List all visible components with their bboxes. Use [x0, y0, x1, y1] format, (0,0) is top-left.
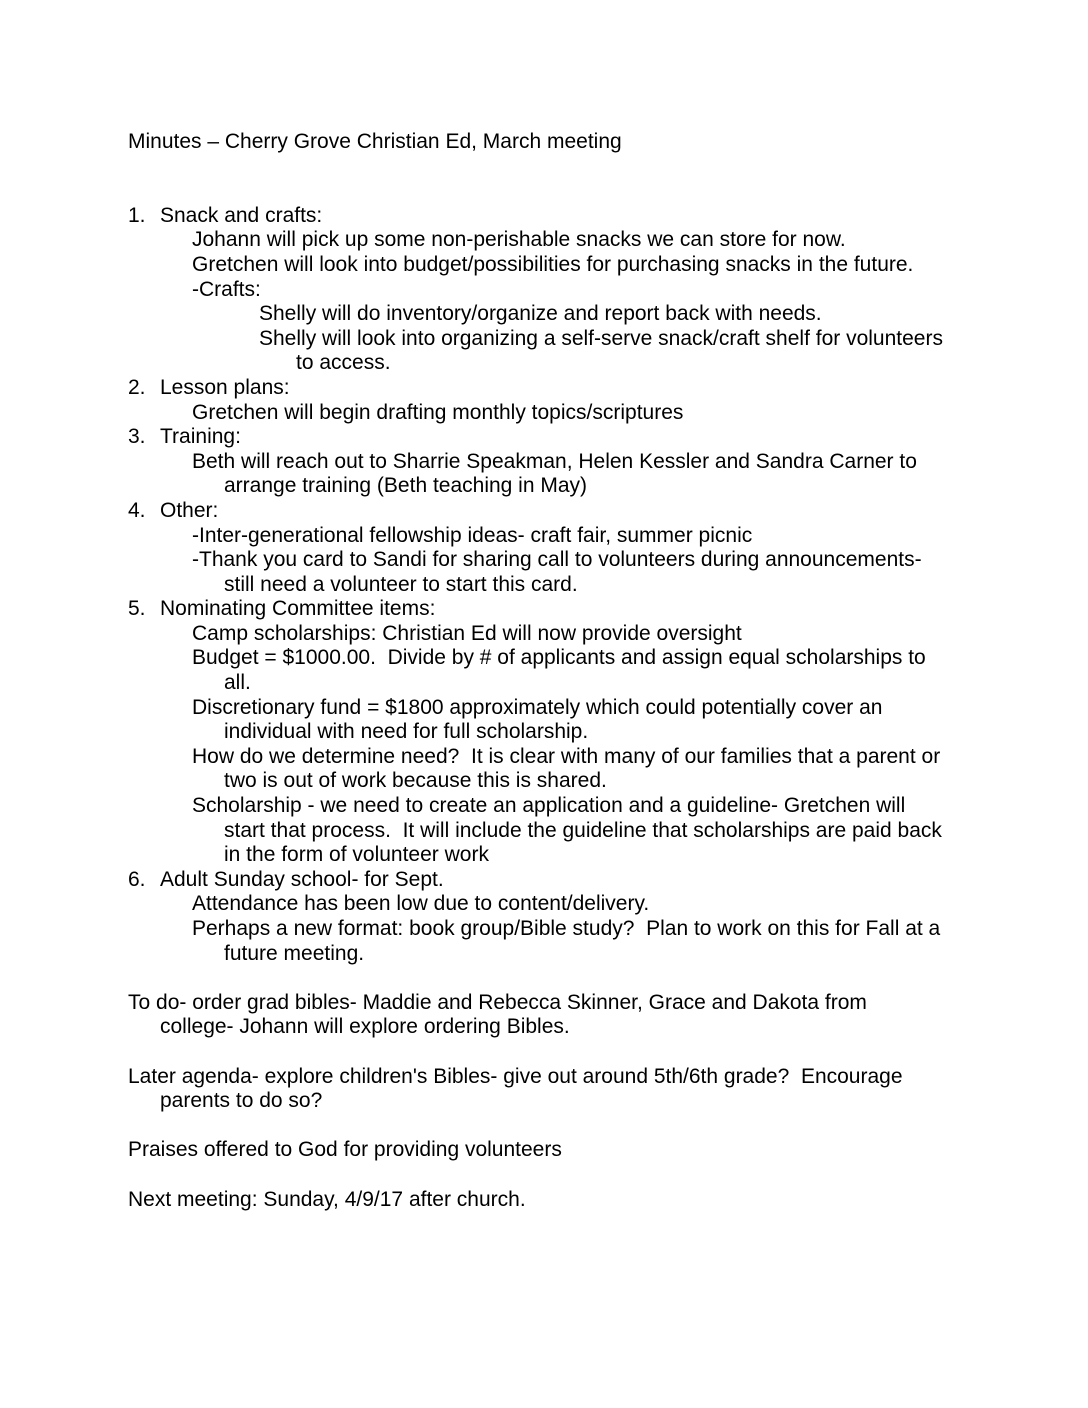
- document-line: [128, 253, 968, 278]
- line-text: individual with need for full scholarship.: [224, 720, 589, 744]
- line-text: Lesson plans:: [160, 375, 290, 399]
- item-number: 1.: [128, 203, 146, 227]
- line-text: Budget = $1000.00. Divide by # of applicants and assign equal scholarships to: [192, 646, 926, 670]
- document-line: [128, 1188, 968, 1213]
- line-text: start that process. It will include the guideline that scholarships are paid back: [224, 818, 942, 842]
- document-line: [128, 1138, 968, 1163]
- line-text: -Inter-generational fellowship ideas- craft fair, summer picnic: [192, 523, 753, 547]
- line-text: to access.: [296, 351, 391, 375]
- numbered-item: [128, 425, 968, 450]
- line-text: -Thank you card to Sandi for sharing call to volunteers during announcements-: [192, 548, 922, 572]
- item-number: 6.: [128, 867, 146, 891]
- document-line: [128, 745, 968, 770]
- line-text: Next meeting: Sunday, 4/9/17 after church.: [128, 1187, 526, 1211]
- document-line: [128, 1015, 968, 1040]
- document-line: [128, 819, 968, 844]
- blank-line: [128, 966, 968, 991]
- numbered-item: [128, 204, 968, 229]
- line-text: still need a volunteer to start this card.: [224, 572, 578, 596]
- document-line: [128, 524, 968, 549]
- document-line: [128, 843, 968, 868]
- line-text: future meeting.: [224, 941, 365, 965]
- line-text: Gretchen will begin drafting monthly topics/scriptures: [192, 400, 684, 424]
- line-text: Shelly will do inventory/organize and report back with needs.: [259, 302, 822, 326]
- numbered-item: [128, 499, 968, 524]
- item-number: 3.: [128, 425, 146, 449]
- document-line: [128, 917, 968, 942]
- blank-line: [128, 1163, 968, 1188]
- line-text: Gretchen will look into budget/possibilities for purchasing snacks in the future.: [192, 252, 914, 276]
- numbered-item: [128, 597, 968, 622]
- blank-line: [128, 1040, 968, 1065]
- line-text: Johann will pick up some non-perishable snacks we can store for now.: [192, 228, 846, 252]
- line-text: Attendance has been low due to content/delivery.: [192, 892, 650, 916]
- document-line: [128, 991, 968, 1016]
- line-text: -Crafts:: [192, 277, 261, 301]
- document-line: [128, 622, 968, 647]
- document-line: [128, 228, 968, 253]
- document-line: [128, 1089, 968, 1114]
- document-line: [128, 892, 968, 917]
- line-text: Camp scholarships: Christian Ed will now provide oversight: [192, 621, 742, 645]
- document-line: [128, 450, 968, 475]
- line-text: Discretionary fund = $1800 approximately which could potentially cover an: [192, 695, 883, 719]
- document-line: [128, 327, 968, 352]
- line-text: college- Johann will explore ordering Bibles.: [160, 1015, 570, 1039]
- document-line: [128, 401, 968, 426]
- document-line: [128, 671, 968, 696]
- document-line: [128, 278, 968, 303]
- line-text: Perhaps a new format: book group/Bible study? Plan to work on this for Fall at a: [192, 917, 941, 940]
- line-text: Training:: [160, 425, 241, 449]
- document-line: [128, 351, 968, 376]
- line-text: Beth will reach out to Sharrie Speakman, Helen Kessler and Sandra Carner to: [192, 449, 917, 473]
- blank-line: [128, 1114, 968, 1139]
- document-line: [128, 474, 968, 499]
- line-text: two is out of work because this is shared.: [224, 769, 607, 793]
- line-text: Praises offered to God for providing volunteers: [128, 1138, 562, 1162]
- numbered-item: [128, 868, 968, 893]
- document-line: [128, 696, 968, 721]
- document-line: [128, 1065, 968, 1090]
- line-text: Other:: [160, 498, 219, 522]
- document-body: [128, 204, 968, 1212]
- document-line: [128, 720, 968, 745]
- line-text: Snack and crafts:: [160, 203, 323, 227]
- numbered-item: [128, 376, 968, 401]
- line-text: Shelly will look into organizing a self-serve snack/craft shelf for volunteers: [259, 326, 943, 350]
- line-text: Nominating Committee items:: [160, 597, 436, 621]
- document-line: [128, 302, 968, 327]
- line-text: in the form of volunteer work: [224, 843, 489, 867]
- document-line: [128, 942, 968, 967]
- item-number: 4.: [128, 498, 146, 522]
- line-text: all.: [224, 671, 251, 695]
- line-text: How do we determine need? It is clear with many of our families that a parent or: [192, 744, 941, 768]
- document-line: [128, 548, 968, 573]
- line-text: Adult Sunday school- for Sept.: [160, 867, 444, 891]
- document-title: Minutes – Cherry Grove Christian Ed, March meeting: [128, 130, 622, 153]
- line-text: arrange training (Beth teaching in May): [224, 474, 588, 498]
- item-number: 2.: [128, 375, 146, 399]
- line-text: Later agenda- explore children's Bibles- give out around 5th/6th grade? Encourage: [128, 1064, 903, 1088]
- document-line: [128, 794, 968, 819]
- document-line: [128, 769, 968, 794]
- document-line: [128, 646, 968, 671]
- line-text: To do- order grad bibles- Maddie and Rebecca Skinner, Grace and Dakota from: [128, 990, 867, 1014]
- line-text: parents to do so?: [160, 1089, 323, 1113]
- item-number: 5.: [128, 597, 146, 621]
- line-text: Scholarship - we need to create an application and a guideline- Gretchen will: [192, 794, 906, 818]
- document-line: [128, 573, 968, 598]
